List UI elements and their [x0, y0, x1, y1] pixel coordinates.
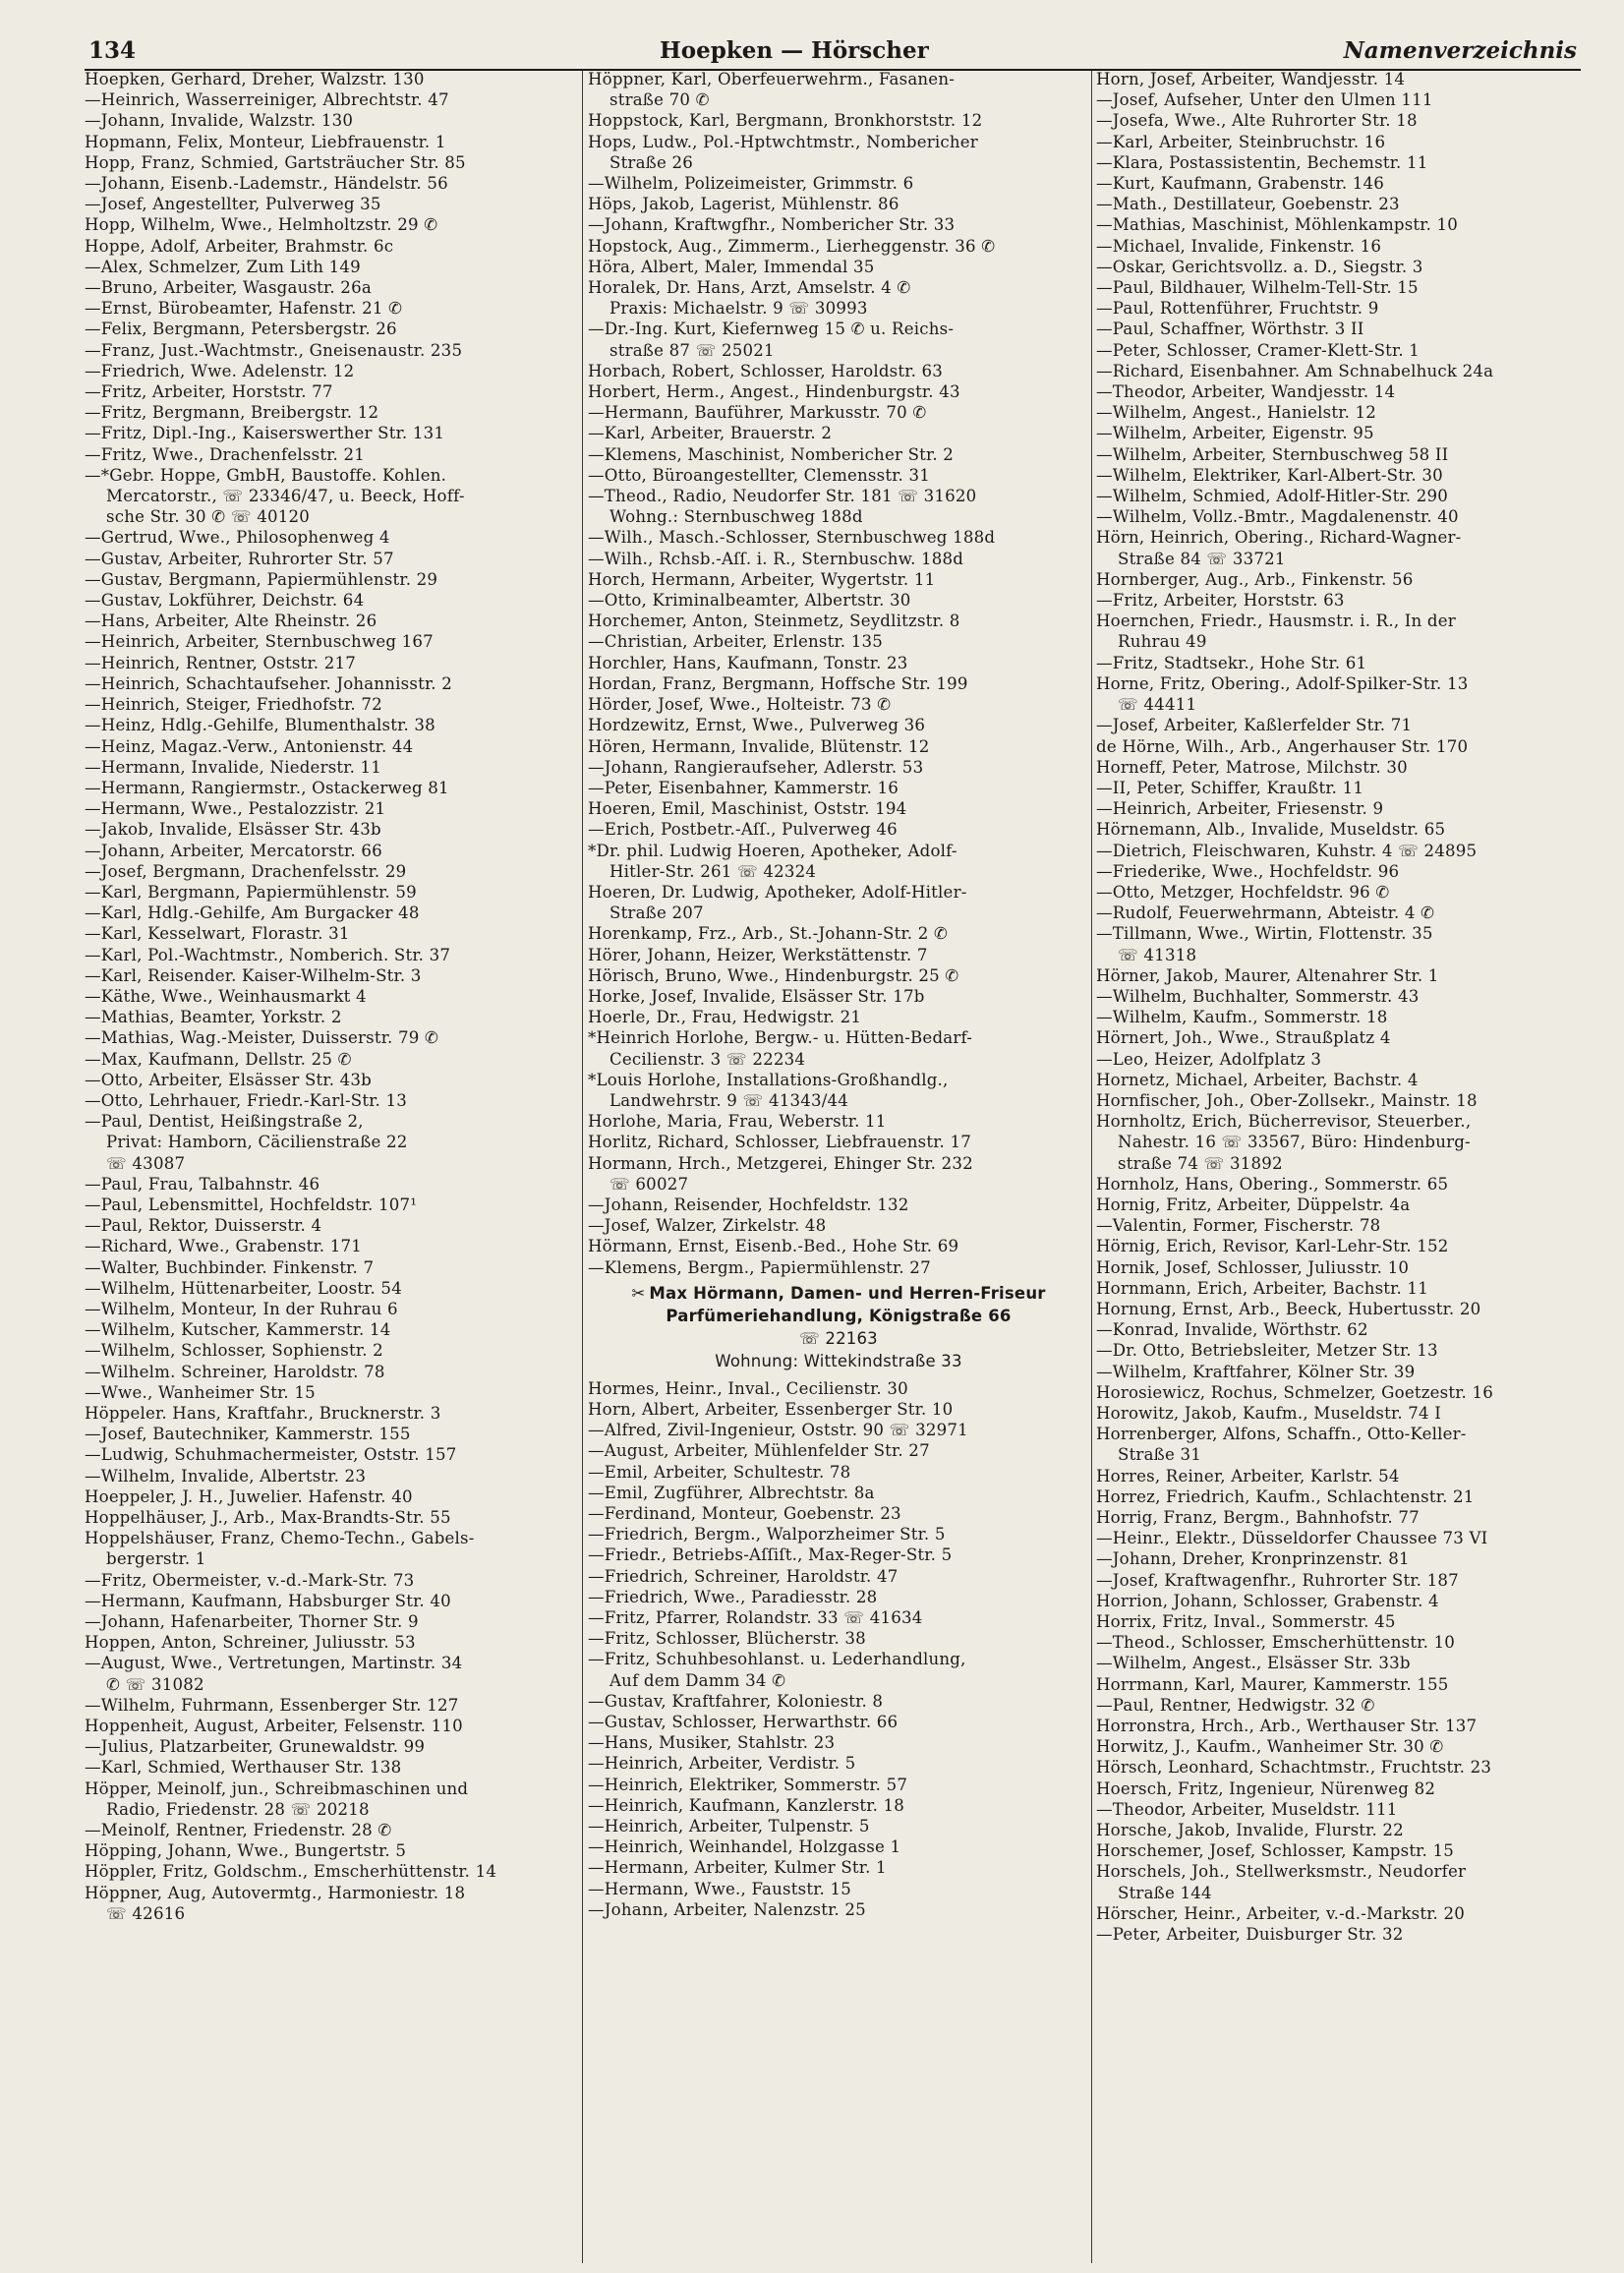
directory-entry: —Wilhelm, Hüttenarbeiter, Loostr. 54 — [85, 1278, 402, 1298]
directory-entry: —Karl, Hdlg.-Gehilfe, Am Burgacker 48 — [85, 903, 420, 923]
directory-entry: —Friedrich, Schreiner, Haroldstr. 47 — [588, 1566, 899, 1586]
directory-entry: —Wilhelm, Elektriker, Karl-Albert-Str. 30 — [1096, 465, 1443, 485]
directory-entry: —Alex, Schmelzer, Zum Lith 149 — [85, 257, 361, 276]
directory-entry: —Erich, Postbetr.-Aſſ., Pulverweg 46 — [588, 820, 898, 840]
directory-entry: Hops, Ludw., Pol.-Hptwchtmstr., Nomberiсher — [588, 132, 978, 151]
directory-entry: —Fritz, Bergmann, Breibergstr. 12 — [85, 403, 379, 423]
directory-entry: —Karl, Reisender. Kaiser-Wilhelm-Str. 3 — [85, 965, 422, 985]
directory-entry: —Gustav, Schlosser, Herwarthstr. 66 — [588, 1713, 899, 1732]
directory-entry: —Franz, Just.-Wachtmstr., Gneisenaustr. 235 — [85, 340, 463, 360]
directory-entry: —August, Arbeiter, Mühlenfelder Str. 27 — [588, 1441, 930, 1461]
directory-entry: —Paul, Rentner, Hedwigstr. 32 ✆ — [1096, 1695, 1375, 1715]
directory-entry: —Fritz, Arbeiter, Horststr. 63 — [1096, 591, 1345, 611]
directory-entry: —Dr. Otto, Betriebsleiter, Metzer Str. 13 — [1096, 1341, 1438, 1361]
entry-continuation: bergerstr. 1 — [106, 1549, 206, 1569]
directory-entry: Hoppelhäuser, J., Arb., Max-Brandts-Str. 55 — [85, 1508, 451, 1528]
directory-entry: Horrmann, Karl, Maurer, Kammerstr. 155 — [1096, 1674, 1449, 1694]
directory-entry: —Dietrich, Fleischwaren, Kuhstr. 4 ☏ 24895 — [1096, 841, 1478, 860]
directory-entry: —Hans, Arbeiter, Alte Rheinstr. 26 — [85, 612, 377, 631]
directory-entry: Horalek, Dr. Hans, Arzt, Amselstr. 4 ✆ — [588, 278, 911, 298]
directory-entry: Hoeppeler, J. H., Juwelier. Hafenstr. 40 — [85, 1486, 413, 1506]
directory-entry: Horlitz, Richard, Schlosser, Liebfrauenstr. 17 — [588, 1133, 971, 1152]
directory-entry: —Fritz, Wwe., Drachenfelsstr. 21 — [85, 444, 365, 464]
entry-continuation: Straße 144 — [1118, 1883, 1212, 1902]
ad-residence: Wohnung: Wittekindstraße 33 — [715, 1351, 962, 1370]
directory-entry: —Heinrich, Arbeiter, Sternbuschweg 167 — [85, 632, 434, 652]
directory-entry: —Josefa, Wwe., Alte Ruhrorter Str. 18 — [1096, 111, 1418, 131]
entry-continuation: Auf dem Damm 34 ✆ — [609, 1670, 786, 1690]
directory-entry: Hörmann, Ernst, Eisenb.-Bed., Hohe Str. 69 — [588, 1237, 959, 1256]
directory-entry: —Jakob, Invalide, Elsässer Str. 43b — [85, 820, 381, 840]
directory-entry: *Louis Horlohe, Installations-Großhandlg., — [588, 1070, 949, 1089]
directory-entry: —Klara, Postassistentin, Bechemstr. 11 — [1096, 152, 1428, 172]
directory-entry: —*Gebr. Hoppe, GmbH, Baustoffe. Kohlen. — [85, 465, 447, 485]
directory-entry: —Klemens, Maschinist, Nomberiсher Str. 2 — [588, 444, 955, 464]
directory-entry: —Leo, Heizer, Adolfplatz 3 — [1096, 1049, 1322, 1069]
directory-entry: —Theodor, Arbeiter, Museldstr. 111 — [1096, 1799, 1398, 1819]
directory-entry: —Ludwig, Schuhmachermeister, Oststr. 157 — [85, 1445, 457, 1465]
directory-entry: —Johann, Rangieraufseher, Adlerstr. 53 — [588, 757, 924, 777]
directory-entry: Hoerle, Dr., Frau, Hedwigstr. 21 — [588, 1008, 862, 1027]
directory-entry: —Wilhelm, Kutscher, Kammerstr. 14 — [85, 1320, 391, 1340]
directory-entry: Horbert, Herm., Angest., Hindenburgstr. 43 — [588, 382, 960, 402]
directory-entry: —Gustav, Kraftfahrer, Koloniestr. 8 — [588, 1691, 884, 1711]
directory-entry: Horneff, Peter, Matrose, Milchstr. 30 — [1096, 757, 1408, 777]
directory-entry: —Gertrud, Wwe., Philosophenweg 4 — [85, 528, 390, 548]
directory-entry: Höpping, Johann, Wwe., Bungertstr. 5 — [85, 1841, 407, 1861]
section-title: Namenverzeichnis — [1343, 37, 1577, 64]
directory-entry: Höppner, Karl, Oberfeuerwehrm., Fasanen- — [588, 70, 956, 88]
directory-entry: Horrenberger, Alfons, Schaffn., Otto-Keller- — [1096, 1425, 1467, 1444]
directory-entry: —Emil, Arbeiter, Schultestr. 78 — [588, 1462, 851, 1482]
advertisement-box — [588, 1282, 1089, 1372]
directory-entry: —Karl, Bergmann, Papiermühlenstr. 59 — [85, 882, 417, 902]
directory-entry: Hornholtz, Erich, Bücherrevisor, Steuerber., — [1096, 1112, 1472, 1132]
entry-continuation: ☏ 60027 — [609, 1174, 689, 1194]
entry-continuation: Mercatorstr., ☏ 23346/47, u. Beeck, Hoff- — [106, 487, 465, 506]
directory-entry: —Friedr., Betriebs-Aſſiſt., Max-Reger-Str. 5 — [588, 1545, 953, 1565]
entry-continuation: sche Str. 30 ✆ ☏ 40120 — [106, 507, 311, 527]
directory-entry: Hornmann, Erich, Arbeiter, Bachstr. 11 — [1096, 1278, 1428, 1298]
directory-entry: —Karl, Arbeiter, Brauerstr. 2 — [588, 424, 833, 443]
directory-entry: —Wilhelm, Angest., Hanielstr. 12 — [1096, 403, 1377, 423]
directory-entry: —Johann, Invalide, Walzstr. 130 — [85, 111, 354, 131]
directory-entry: —Wilhelm, Buchhalter, Sommerstr. 43 — [1096, 986, 1420, 1006]
directory-entry: —Oskar, Gerichtsvollz. a. D., Siegstr. 3 — [1096, 257, 1423, 276]
directory-entry: Hörnig, Erich, Revisor, Karl-Lehr-Str. 152 — [1096, 1237, 1449, 1256]
entries-col2a — [588, 69, 1089, 1278]
directory-entry: —Wilhelm, Kaufm., Sommerstr. 18 — [1096, 1008, 1388, 1027]
directory-entry: Hornung, Ernst, Arb., Beeck, Hubertusstr. 20 — [1096, 1299, 1481, 1318]
entry-continuation: ☏ 42616 — [106, 1903, 186, 1923]
directory-entry: Höppner, Aug, Autovermtg., Harmoniestr. 18 — [85, 1883, 466, 1902]
page-number: 134 — [88, 37, 137, 64]
directory-entry: —Klemens, Bergm., Papiermühlenstr. 27 — [588, 1257, 931, 1277]
directory-entry: —Hermann, Rangiermstr., Ostackerweg 81 — [85, 778, 449, 797]
directory-entry: —Hermann, Bauführer, Markusstr. 70 ✆ — [588, 403, 927, 423]
directory-entry: —Gustav, Bergmann, Papiermühlenstr. 29 — [85, 569, 438, 589]
entry-continuation: Nahestr. 16 ☏ 33567, Büro: Hindenburg- — [1118, 1133, 1471, 1152]
directory-entry: Hoppen, Anton, Schreiner, Juliusstr. 53 — [85, 1633, 416, 1653]
directory-entry: Hoppelshäuser, Franz, Chemo-Techn., Gabels- — [85, 1529, 475, 1548]
directory-entry: —Wilh., Rchsb.-Aſſ. i. R., Sternbuschw. 188d — [588, 549, 964, 568]
directory-entry: —Josef, Angestellter, Pulverweg 35 — [85, 195, 381, 214]
column-3 — [1096, 69, 1588, 2263]
directory-entry: —Friedrich, Bergm., Walporzheimer Str. 5 — [588, 1525, 946, 1544]
directory-entry: —Hermann, Arbeiter, Kulmer Str. 1 — [588, 1858, 887, 1878]
directory-entry: —Mathias, Beamter, Yorkstr. 2 — [85, 1008, 342, 1027]
entry-continuation: Straße 31 — [1118, 1445, 1201, 1465]
directory-entry: Hopmann, Felix, Monteur, Liebfrauenstr. 1 — [85, 132, 446, 151]
directory-entry: —Hermann, Wwe., Pestalozzistr. 21 — [85, 799, 386, 819]
directory-entry: —Julius, Platzarbeiter, Grunewaldstr. 99 — [85, 1737, 426, 1757]
directory-entry: —Mathias, Wag.-Meister, Duisserstr. 79 ✆ — [85, 1028, 439, 1048]
entry-continuation: Ruhrau 49 — [1118, 632, 1207, 652]
directory-entry: —Josef, Bautechniker, Kammerstr. 155 — [85, 1425, 411, 1444]
directory-entry: —Wilhelm, Schlosser, Sophienstr. 2 — [85, 1341, 383, 1361]
directory-entry: —Johann, Hafenarbeiter, Thorner Str. 9 — [85, 1612, 419, 1632]
directory-entry: —Heinrich, Rentner, Oststr. 217 — [85, 653, 356, 672]
directory-entry: Hopstock, Aug., Zimmerm., Lierheggenstr. 36 ✆ — [588, 236, 996, 256]
entry-continuation: straße 74 ☏ 31892 — [1118, 1153, 1283, 1173]
directory-entry: —Johann, Eisenb.-Lademstr., Händelstr. 56 — [85, 174, 448, 194]
page-running-title: Hoepken — Hörscher — [660, 37, 929, 64]
entry-continuation: Straße 26 — [609, 152, 693, 172]
directory-entry: —Karl, Arbeiter, Steinbruchstr. 16 — [1096, 132, 1386, 151]
directory-entry: —Heinrich, Arbeiter, Friesenstr. 9 — [1096, 799, 1384, 819]
directory-entry: Hornholz, Hans, Obering., Sommerstr. 65 — [1096, 1174, 1449, 1194]
directory-entry: —Valentin, Former, Fischerstr. 78 — [1096, 1216, 1381, 1236]
directory-entry: Horronstra, Hrch., Arb., Werthauser Str. 137 — [1096, 1717, 1478, 1736]
ad-phone: ☏ 22163 — [799, 1328, 878, 1348]
directory-entry: —Richard, Wwe., Grabenstr. 171 — [85, 1237, 362, 1256]
entry-continuation: Wohng.: Sternbuschweg 188d — [609, 507, 863, 527]
directory-entry: Horlohe, Maria, Frau, Weberstr. 11 — [588, 1112, 887, 1132]
directory-entry: —Josef, Walzer, Zirkelstr. 48 — [588, 1216, 827, 1236]
directory-entry: *Dr. phil. Ludwig Hoeren, Apotheker, Adolf- — [588, 841, 957, 860]
directory-entry: —Johann, Reisender, Hochfeldstr. 132 — [588, 1195, 909, 1214]
directory-entry: Horschels, Joh., Stellwerksmstr., Neudorfer — [1096, 1862, 1467, 1882]
directory-entry: —Fritz, Stadtsekr., Hohe Str. 61 — [1096, 653, 1367, 672]
directory-entry: —Wilhelm, Angest., Elsässer Str. 33b — [1096, 1654, 1411, 1673]
directory-entry: Hoeren, Dr. Ludwig, Apotheker, Adolf-Hitler- — [588, 882, 967, 902]
directory-entry: de Hörne, Wilh., Arb., Angerhauser Str. 170 — [1096, 736, 1469, 756]
directory-entry: —Fritz, Arbeiter, Horststr. 77 — [85, 382, 333, 402]
directory-entry: —Friedrich, Wwe., Paradiesstr. 28 — [588, 1587, 878, 1606]
directory-entry: —Heinz, Magaz.-Verw., Antonienstr. 44 — [85, 736, 414, 756]
directory-entry: —Otto, Metzger, Hochfeldstr. 96 ✆ — [1096, 882, 1390, 902]
directory-entry: —Richard, Eisenbahner. Am Schnabelhuck 24a — [1096, 361, 1494, 380]
ad-line-2: Parfümeriehandlung, Königstraße 66 — [666, 1306, 1012, 1325]
directory-entry: —Alfred, Zivil-Ingenieur, Oststr. 90 ☏ 32971 — [588, 1421, 968, 1440]
directory-entry: —II, Peter, Schiffer, Kraußtr. 11 — [1096, 778, 1364, 797]
directory-entry: —Wilhelm, Schmied, Adolf-Hitler-Str. 290 — [1096, 487, 1448, 506]
directory-entry: —Peter, Schlosser, Cramer-Klett-Str. 1 — [1096, 340, 1421, 360]
directory-entry: Hörsch, Leonhard, Schachtmstr., Fruchtstr. 23 — [1096, 1758, 1492, 1778]
directory-entry: Hoppe, Adolf, Arbeiter, Brahmstr. 6c — [85, 236, 394, 256]
directory-entry: Horn, Albert, Arbeiter, Essenberger Str. 10 — [588, 1399, 954, 1419]
directory-entry: Horschemer, Josef, Schlosser, Kampstr. 15 — [1096, 1841, 1454, 1861]
directory-entry: —Josef, Bergmann, Drachenfelsstr. 29 — [85, 861, 407, 881]
directory-entry: —Wilhelm, Arbeiter, Eigenstr. 95 — [1096, 424, 1374, 443]
directory-entry: —Hermann, Kaufmann, Habsburger Str. 40 — [85, 1591, 451, 1610]
directory-entry: Horenkamp, Frz., Arb., St.-Johann-Str. 2 ✆ — [588, 924, 949, 944]
directory-entry: Horne, Fritz, Obering., Adolf-Spilker-Str. 13 — [1096, 673, 1469, 693]
directory-entry: Horch, Hermann, Arbeiter, Wygertstr. 11 — [588, 569, 936, 589]
directory-entry: —Heinrich, Steiger, Friedhofstr. 72 — [85, 695, 382, 715]
directory-entry: Hörer, Johann, Heizer, Werkstättenstr. 7 — [588, 945, 928, 964]
directory-entry: —Heinrich, Wasserreiniger, Albrechtstr. 47 — [85, 90, 449, 110]
directory-entry: —Josef, Kraftwagenfhr., Ruhrorter Str. 187 — [1096, 1570, 1459, 1590]
directory-entry: —Käthe, Wwe., Weinhausmarkt 4 — [85, 986, 367, 1006]
directory-entry: —Hermann, Wwe., Fauststr. 15 — [588, 1879, 851, 1898]
directory-entry: —Wilhelm. Schreiner, Haroldstr. 78 — [85, 1362, 385, 1381]
directory-entry: Hörisch, Bruno, Wwe., Hindenburgstr. 25 ✆ — [588, 965, 959, 985]
entry-continuation: ✆ ☏ 31082 — [106, 1674, 204, 1694]
directory-entry: Hörner, Jakob, Maurer, Altenahrer Str. 1 — [1096, 965, 1439, 985]
directory-entry: —Paul, Dentist, Heißingstraße 2, — [85, 1112, 364, 1132]
directory-entry: —Heinz, Hdlg.-Gehilfe, Blumenthalstr. 38 — [85, 716, 435, 735]
directory-entry: Horrig, Franz, Bergm., Bahnhofstr. 77 — [1096, 1508, 1420, 1528]
directory-entry: Horsche, Jakob, Invalide, Flurstr. 22 — [1096, 1821, 1404, 1840]
directory-entry: Hornetz, Michael, Arbeiter, Bachstr. 4 — [1096, 1070, 1419, 1089]
directory-entry: —Felix, Bergmann, Petersbergstr. 26 — [85, 320, 397, 339]
directory-entry: Hordzewitz, Ernst, Wwe., Pulverweg 36 — [588, 716, 926, 735]
entry-continuation: straße 70 ✆ — [609, 90, 710, 110]
entry-continuation: Landwehrstr. 9 ☏ 41343/44 — [609, 1090, 849, 1110]
entries-col3 — [1096, 69, 1588, 1945]
directory-entry: —Heinrich, Kaufmann, Kanzlerstr. 18 — [588, 1795, 905, 1815]
directory-entry: Horowitz, Jakob, Kaufm., Museldstr. 74 I — [1096, 1404, 1442, 1423]
directory-entry: —Fritz, Dipl.-Ing., Kaiserswerther Str. 131 — [85, 424, 445, 443]
directory-entry: —Max, Kaufmann, Dellstr. 25 ✆ — [85, 1049, 352, 1069]
directory-entry: —Peter, Arbeiter, Duisburger Str. 32 — [1096, 1925, 1404, 1945]
directory-entry: —Kurt, Kaufmann, Grabenstr. 146 — [1096, 174, 1385, 194]
directory-entry: —Mathias, Maschinist, Möhlenkampstr. 10 — [1096, 215, 1459, 235]
directory-entry: Hoernchen, Friedr., Hausmstr. i. R., In der — [1096, 612, 1456, 631]
directory-entry: Höpper, Meinolf, jun., Schreibmaschinen und — [85, 1778, 469, 1798]
directory-entry: —Heinrich, Arbeiter, Verdistr. 5 — [588, 1754, 856, 1774]
directory-entry: —Josef, Arbeiter, Kaßlerfelder Str. 71 — [1096, 716, 1413, 735]
directory-entry: —Wilhelm, Invalide, Albertstr. 23 — [85, 1466, 367, 1486]
directory-entry: —Gustav, Lokführer, Deichstr. 64 — [85, 591, 365, 611]
directory-entry: Horchemer, Anton, Steinmetz, Seydlitzstr. 8 — [588, 612, 960, 631]
directory-entry: Hoppstock, Karl, Bergmann, Bronkhorststr. 12 — [588, 111, 983, 131]
directory-entry: —Hans, Musiker, Stahlstr. 23 — [588, 1733, 836, 1753]
directory-entry: —Gustav, Arbeiter, Ruhrorter Str. 57 — [85, 549, 394, 568]
directory-entry: Hörn, Heinrich, Obering., Richard-Wagner- — [1096, 528, 1462, 548]
directory-entry: Horrez, Friedrich, Kaufm., Schlachtenstr. 21 — [1096, 1486, 1475, 1506]
directory-entry: —Fritz, Schlosser, Blücherstr. 38 — [588, 1629, 866, 1649]
directory-entry: —Heinrich, Elektriker, Sommerstr. 57 — [588, 1775, 908, 1794]
directory-entry: —Paul, Schaffner, Wörthstr. 3 II — [1096, 320, 1364, 339]
directory-entry: —Christian, Arbeiter, Erlenstr. 135 — [588, 632, 884, 652]
directory-entry: —Johann, Arbeiter, Mercatorstr. 66 — [85, 841, 382, 860]
directory-entry: Hoeren, Emil, Maschinist, Oststr. 194 — [588, 799, 907, 819]
directory-entry: Horbach, Robert, Schlosser, Haroldstr. 63 — [588, 361, 944, 380]
directory-entry: Hormes, Heinr., Inval., Cecilienstr. 30 — [588, 1378, 908, 1398]
directory-entry: —Otto, Arbeiter, Elsässer Str. 43b — [85, 1070, 373, 1089]
directory-entry: Horchler, Hans, Kaufmann, Tonstr. 23 — [588, 653, 908, 672]
directory-entry: Hoersch, Fritz, Ingenieur, Nürenweg 82 — [1096, 1778, 1436, 1798]
directory-entry: —Bruno, Arbeiter, Wasgaustr. 26a — [85, 278, 372, 298]
directory-entry: Hoepken, Gerhard, Dreher, Walzstr. 130 — [85, 70, 425, 88]
directory-entry: —Rudolf, Feuerwehrmann, Abteistr. 4 ✆ — [1096, 903, 1435, 923]
directory-entry: Hopp, Franz, Schmied, Gartsträucher Str. 85 — [85, 152, 466, 172]
directory-entry: —Paul, Frau, Talbahnstr. 46 — [85, 1174, 320, 1194]
entry-continuation: Cecilienstr. 3 ☏ 22234 — [609, 1049, 806, 1069]
directory-entry: Hopp, Wilhelm, Wwe., Helmholtzstr. 29 ✆ — [85, 215, 438, 235]
directory-entry: —Heinrich, Schachtaufseher. Johannisstr. 2 — [85, 673, 452, 693]
directory-entry: —Ernst, Bürobeamter, Hafenstr. 21 ✆ — [85, 299, 403, 319]
column-divider — [582, 71, 583, 2263]
entry-continuation: straße 87 ☏ 25021 — [609, 340, 775, 360]
directory-entry: Höra, Albert, Maler, Immendal 35 — [588, 257, 875, 276]
entry-continuation: ☏ 43087 — [106, 1153, 186, 1173]
directory-entry: —Dr.-Ing. Kurt, Kiefernweg 15 ✆ u. Reichs- — [588, 320, 955, 339]
entry-continuation: Radio, Friedenstr. 28 ☏ 20218 — [106, 1799, 370, 1819]
entry-continuation: ☏ 44411 — [1118, 695, 1197, 715]
directory-entry: Horrion, Johann, Schlosser, Grabenstr. 4 — [1096, 1591, 1439, 1610]
directory-entry: —Paul, Lebensmittel, Hochfeldstr. 107¹ — [85, 1195, 418, 1214]
directory-entry: Horke, Josef, Invalide, Elsässer Str. 17b — [588, 986, 925, 1006]
directory-entry: —Paul, Bildhauer, Wilhelm-Tell-Str. 15 — [1096, 278, 1419, 298]
directory-entry: —Walter, Buchbinder. Finkenstr. 7 — [85, 1257, 375, 1277]
directory-entry: —Josef, Aufseher, Unter den Ulmen 111 — [1096, 90, 1433, 110]
directory-entry: —Peter, Eisenbahner, Kammerstr. 16 — [588, 778, 899, 797]
ad-line-1: ✂ Max Hörmann, Damen- und Herren-Friseur — [631, 1283, 1046, 1303]
directory-entry: —Wilhelm, Vollz.-Bmtr., Magdalenenstr. 40 — [1096, 507, 1459, 527]
entry-continuation: Straße 207 — [609, 903, 704, 923]
entry-continuation: Privat: Hamborn, Cäcilienstraße 22 — [106, 1133, 408, 1152]
page-header — [85, 35, 1581, 71]
directory-entry: —Wilhelm, Monteur, In der Ruhrau 6 — [85, 1299, 398, 1318]
directory-entry: —Friedrich, Wwe. Adelenstr. 12 — [85, 361, 355, 380]
directory-entry: —Math., Destillateur, Goebenstr. 23 — [1096, 195, 1400, 214]
directory-entry: —Johann, Kraftwgfhr., Nomberiсher Str. 33 — [588, 215, 956, 235]
directory-entry: —Johann, Arbeiter, Nalenzstr. 25 — [588, 1899, 866, 1919]
directory-entry: —Emil, Zugführer, Albrechtstr. 8a — [588, 1483, 875, 1502]
directory-entry: —Meinolf, Rentner, Friedenstr. 28 ✆ — [85, 1821, 392, 1840]
directory-entry: —Fritz, Schuhbesohlanst. u. Lederhandlung, — [588, 1650, 966, 1669]
directory-entry: Horrix, Fritz, Inval., Sommerstr. 45 — [1096, 1612, 1396, 1632]
column-1 — [85, 69, 576, 2263]
directory-entry: Höppler, Fritz, Goldschm., Emscherhüttenstr. 14 — [85, 1862, 497, 1882]
directory-entry: —Friederike, Wwe., Hochfeldstr. 96 — [1096, 861, 1400, 881]
directory-entry: —Wilh., Masch.-Schlosser, Sternbuschweg 188d — [588, 528, 996, 548]
directory-entry: Hormann, Hrch., Metzgerei, Ehinger Str. 232 — [588, 1153, 973, 1173]
directory-entry: Hörnemann, Alb., Invalide, Museldstr. 65 — [1096, 820, 1446, 840]
directory-entry: Höppeler. Hans, Kraftfahr., Brucknerstr. 3 — [85, 1404, 441, 1423]
directory-entry: —Karl, Schmied, Werthauser Str. 138 — [85, 1758, 402, 1778]
directory-entry: Hornik, Josef, Schlosser, Juliusstr. 10 — [1096, 1257, 1410, 1277]
directory-entry: —Otto, Büroangestellter, Clemensstr. 31 — [588, 465, 931, 485]
directory-entry: —Paul, Rektor, Duisserstr. 4 — [85, 1216, 322, 1236]
entry-continuation: Praxis: Michaelstr. 9 ☏ 30993 — [609, 299, 868, 319]
directory-entry: Hörnert, Joh., Wwe., Straußplatz 4 — [1096, 1028, 1391, 1048]
directory-entry: —Heinrich, Arbeiter, Tulpenstr. 5 — [588, 1817, 870, 1836]
column-divider — [1091, 71, 1092, 2263]
directory-entry: —Ferdinand, Monteur, Goebenstr. 23 — [588, 1504, 901, 1523]
directory-entry: —Fritz, Obermeister, v.-d.-Mark-Str. 73 — [85, 1570, 415, 1590]
directory-entry: —Wilhelm, Polizeimeister, Grimmstr. 6 — [588, 174, 914, 194]
directory-entry: Hordan, Franz, Bergmann, Hoffsche Str. 199 — [588, 673, 968, 693]
directory-entry: —Otto, Lehrhauer, Friedr.-Karl-Str. 13 — [85, 1090, 408, 1110]
directory-entry: —Heinrich, Weinhandel, Holzgasse 1 — [588, 1837, 901, 1857]
directory-entry: —Otto, Kriminalbeamter, Albertstr. 30 — [588, 591, 911, 611]
scissors-icon: ✂ — [631, 1283, 646, 1303]
column-2 — [588, 69, 1089, 2263]
directory-entry: —Wwe., Wanheimer Str. 15 — [85, 1382, 316, 1402]
directory-entry: Höps, Jakob, Lagerist, Mühlenstr. 86 — [588, 195, 899, 214]
entries-col1 — [85, 69, 576, 1924]
directory-entry: —Johann, Dreher, Kronprinzenstr. 81 — [1096, 1549, 1410, 1569]
directory-entry: Hörscher, Heinr., Arbeiter, v.-d.-Markstr. 20 — [1096, 1903, 1466, 1923]
directory-entry: —Konrad, Invalide, Wörthstr. 62 — [1096, 1320, 1368, 1340]
directory-entry: —Karl, Kesselwart, Florastr. 31 — [85, 924, 350, 944]
directory-entry: Hören, Hermann, Invalide, Blütenstr. 12 — [588, 736, 930, 756]
entry-continuation: ☏ 41318 — [1118, 945, 1197, 964]
directory-entry: Hornig, Fritz, Arbeiter, Düppelstr. 4a — [1096, 1195, 1411, 1214]
directory-entry: Horosiewicz, Rochus, Schmelzer, Goetzestr. 16 — [1096, 1382, 1494, 1402]
directory-entry: —Karl, Pol.-Wachtmstr., Nomberich. Str. 37 — [85, 945, 451, 964]
directory-entry: —Fritz, Pfarrer, Rolandstr. 33 ☏ 41634 — [588, 1608, 923, 1628]
directory-entry: —Heinr., Elektr., Düsseldorfer Chaussee 73 VI — [1096, 1529, 1488, 1548]
directory-entry: —Wilhelm, Kraftfahrer, Kölner Str. 39 — [1096, 1362, 1416, 1381]
directory-entry: —Theod., Schlosser, Emscherhüttenstr. 10 — [1096, 1633, 1456, 1653]
directory-entry: —August, Wwe., Vertretungen, Martinstr. 34 — [85, 1654, 463, 1673]
directory-entry: —Michael, Invalide, Finkenstr. 16 — [1096, 236, 1382, 256]
directory-entry: Hörder, Josef, Wwe., Holteistr. 73 ✆ — [588, 695, 892, 715]
directory-entry: Hornfischer, Joh., Ober-Zollsekr., Mainstr. 18 — [1096, 1090, 1478, 1110]
entry-continuation: Hitler-Str. 261 ☏ 42324 — [609, 861, 817, 881]
directory-entry: Hornberger, Aug., Arb., Finkenstr. 56 — [1096, 569, 1414, 589]
directory-entry: Horn, Josef, Arbeiter, Wandjesstr. 14 — [1096, 70, 1406, 88]
directory-entry: —Theod., Radio, Neudorfer Str. 181 ☏ 31620 — [588, 487, 977, 506]
directory-entry: —Hermann, Invalide, Niederstr. 11 — [85, 757, 382, 777]
directory-entry: *Heinrich Horlohe, Bergw.- u. Hütten-Bedarf- — [588, 1028, 973, 1048]
directory-entry: —Wilhelm, Arbeiter, Sternbuschweg 58 II — [1096, 444, 1449, 464]
directory-entry: —Paul, Rottenführer, Fruchtstr. 9 — [1096, 299, 1379, 319]
directory-entry: Horwitz, J., Kaufm., Wanheimer Str. 30 ✆ — [1096, 1737, 1444, 1757]
directory-entry: Hoppenheit, August, Arbeiter, Felsenstr. 110 — [85, 1717, 463, 1736]
directory-entry: —Tillmann, Wwe., Wirtin, Flottenstr. 35 — [1096, 924, 1433, 944]
directory-entry: —Wilhelm, Fuhrmann, Essenberger Str. 127 — [85, 1695, 459, 1715]
entries-col2b — [588, 1378, 1089, 1920]
entry-continuation: Straße 84 ☏ 33721 — [1118, 549, 1286, 568]
directory-entry: —Theodor, Arbeiter, Wandjesstr. 14 — [1096, 382, 1396, 402]
directory-entry: Horres, Reiner, Arbeiter, Karlstr. 54 — [1096, 1466, 1400, 1486]
